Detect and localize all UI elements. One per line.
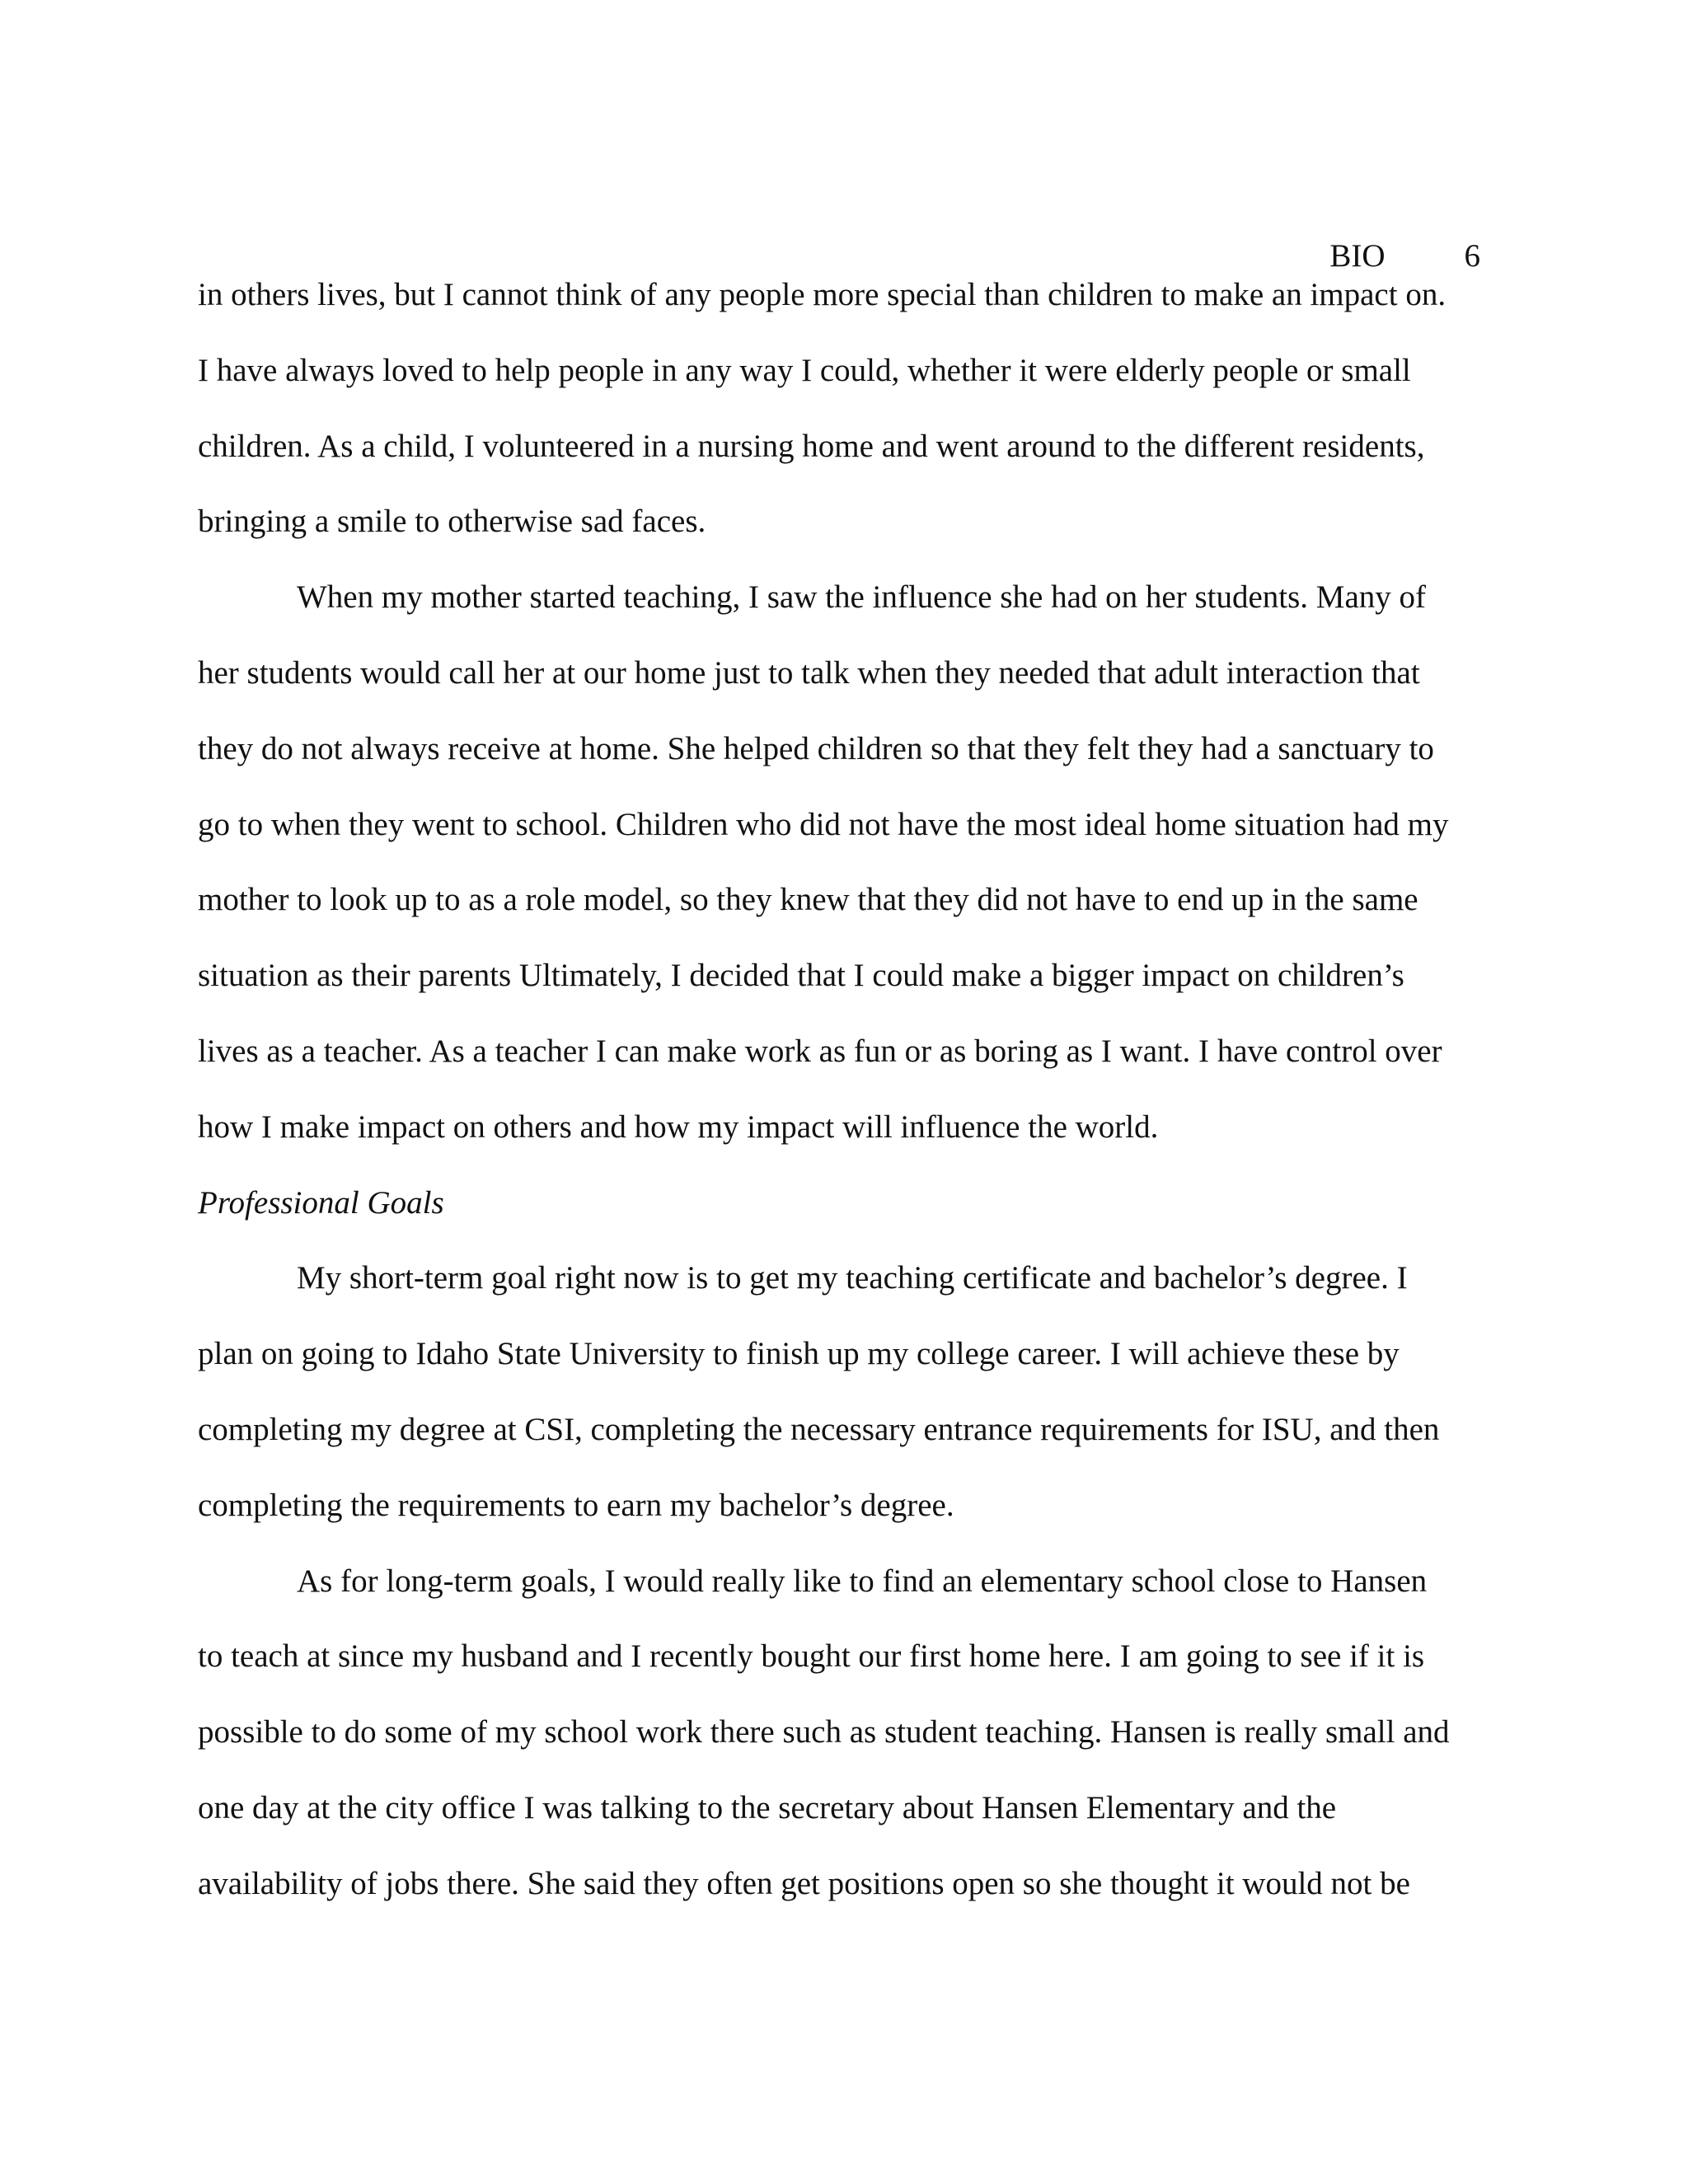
page-number: 6 — [1464, 238, 1480, 274]
text-line: they do not always receive at home. She helped children so that they felt they had a sanctuary to — [198, 730, 1434, 766]
text-line: how I make impact on others and how my impact will influence the world. — [198, 1108, 1159, 1145]
text-line: I have always loved to help people in any way I could, whether it were elderly people or small — [198, 352, 1411, 388]
text-line: When my mother started teaching, I saw the influence she had on her students. Many of — [297, 579, 1427, 616]
body-text — [198, 272, 1484, 1937]
text-line: completing my degree at CSI, completing the necessary entrance requirements for ISU, and then — [198, 1411, 1440, 1447]
text-line: to teach at since my husband and I recently bought our first home here. I am going to see if it is — [198, 1638, 1425, 1675]
text-line: plan on going to Idaho State University to finish up my college career. I will achieve these by — [198, 1336, 1400, 1372]
text-line: availability of jobs there. She said they often get positions open so she thought it would not be — [198, 1865, 1410, 1901]
text-line: one day at the city office I was talking to the secretary about Hansen Elementary and the — [198, 1789, 1337, 1825]
text-line: My short-term goal right now is to get my teaching certificate and bachelor’s degree. I — [297, 1260, 1408, 1296]
text-line: children. As a child, I volunteered in a nursing home and went around to the different residents, — [198, 428, 1425, 464]
text-line: possible to do some of my school work there such as student teaching. Hansen is really small and — [198, 1714, 1450, 1750]
section-heading: Professional Goals — [198, 1184, 444, 1221]
text-line: in others lives, but I cannot think of any people more special than children to make an impact on. — [198, 277, 1447, 312]
text-line: completing the requirements to earn my bachelor’s degree. — [198, 1487, 954, 1523]
text-line: her students would call her at our home just to talk when they needed that adult interaction that — [198, 654, 1420, 691]
text-line: go to when they went to school. Children who did not have the most ideal home situation had my — [198, 806, 1449, 842]
running-head-title: BIO — [1329, 238, 1386, 274]
text-line: situation as their parents Ultimately, I decided that I could make a bigger impact on children’s — [198, 958, 1404, 994]
text-line: bringing a smile to otherwise sad faces. — [198, 504, 706, 540]
text-line: As for long-term goals, I would really like to find an elementary school close to Hansen — [297, 1563, 1428, 1599]
text-line: lives as a teacher. As a teacher I can make work as fun or as boring as I want. I have control over — [198, 1033, 1442, 1069]
text-line: mother to look up to as a role model, so they knew that they did not have to end up in the same — [198, 882, 1418, 918]
